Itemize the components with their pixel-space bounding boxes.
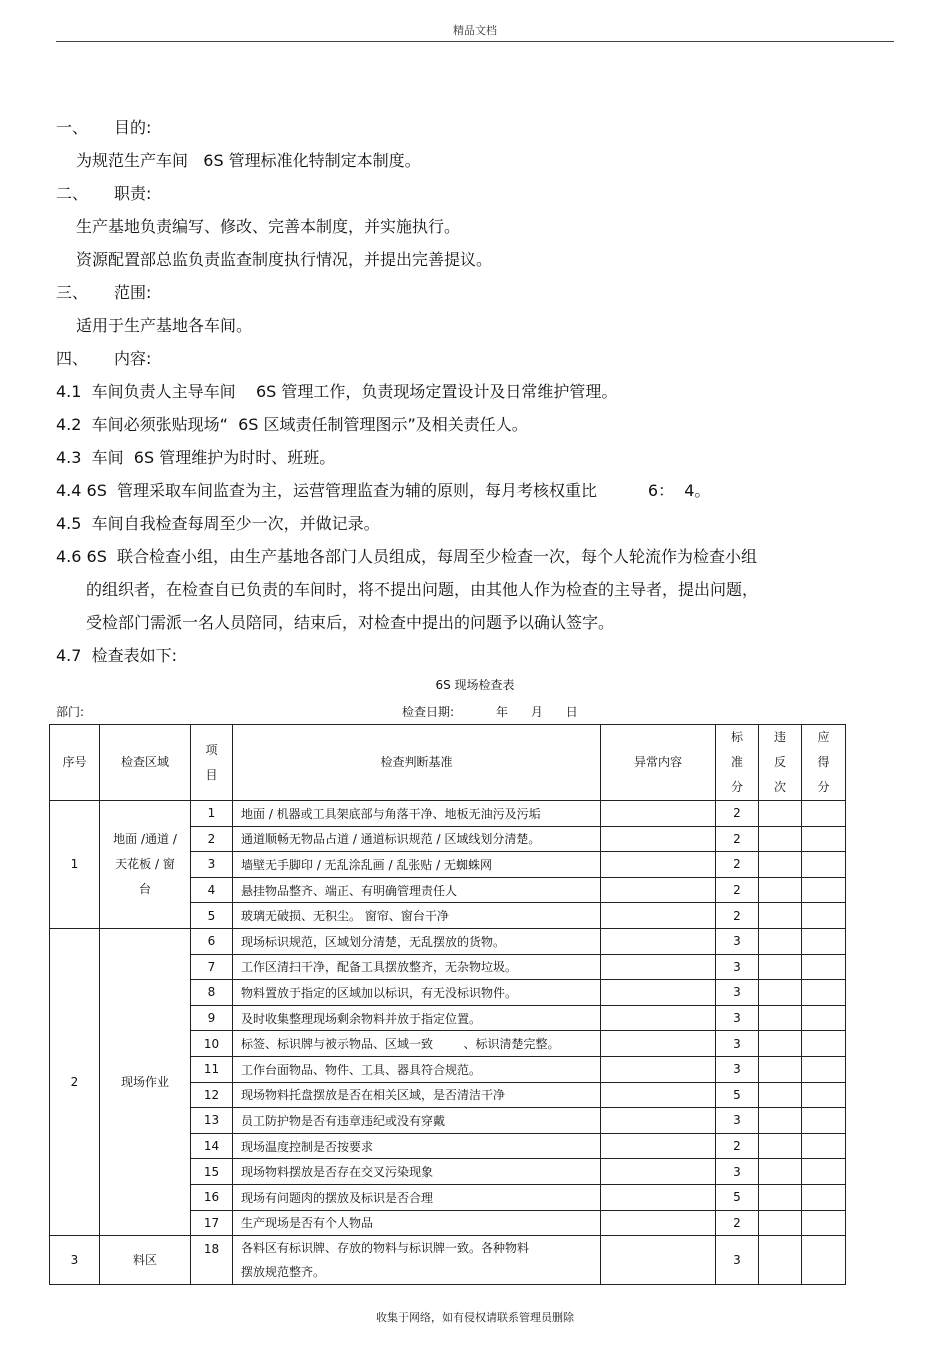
section-2-text-2: 资源配置部总监负责监查制度执行情况，并提出完善提议。: [76, 250, 493, 269]
header-item: [191, 725, 233, 801]
table-row: [50, 1236, 846, 1285]
standard-score-cell: 3: [716, 1005, 759, 1031]
earned-score-cell[interactable]: [802, 1184, 846, 1210]
violations-cell[interactable]: [759, 1184, 802, 1210]
abnormal-cell[interactable]: [601, 903, 716, 929]
clause-4-3: 4.3 车间 6S 管理维护为时时、班班。: [56, 448, 336, 467]
section-3-number: 三、: [56, 283, 89, 302]
header-std-line-1: 标: [730, 730, 743, 744]
criteria-cell: 及时收集整理现场剩余物料并放于指定位置。: [233, 1005, 601, 1031]
earned-score-cell[interactable]: [802, 1056, 846, 1082]
standard-score-cell: 3: [716, 1056, 759, 1082]
clause-4-4: 4.4 6S 管理采取车间监查为主，运营管理监查为辅的原则，每月考核权重比 6： 4。: [56, 481, 711, 500]
earned-score-cell[interactable]: [802, 801, 846, 827]
violations-cell[interactable]: [759, 1031, 802, 1057]
abnormal-cell[interactable]: [601, 1210, 716, 1236]
violations-cell[interactable]: [759, 1082, 802, 1108]
page-header-title: 精品文档: [453, 24, 497, 37]
abnormal-cell[interactable]: [601, 928, 716, 954]
item-number: 16: [191, 1184, 233, 1210]
earned-score-cell[interactable]: [802, 928, 846, 954]
earned-score-cell[interactable]: [802, 1082, 846, 1108]
table-row: [50, 928, 846, 954]
item-number: 8: [191, 980, 233, 1006]
header-standard-score: [716, 725, 759, 801]
clause-4-7: 4.7 检查表如下:: [56, 646, 178, 665]
item-number: 10: [191, 1031, 233, 1057]
earned-score-cell[interactable]: [802, 1005, 846, 1031]
abnormal-cell[interactable]: [601, 801, 716, 827]
inspection-table: [49, 724, 846, 1285]
earned-score-cell[interactable]: [802, 1210, 846, 1236]
table-row: [50, 801, 846, 827]
standard-score-cell: 2: [716, 1133, 759, 1159]
item-number: 9: [191, 1005, 233, 1031]
criteria-cell: 地面 / 机器或工具架底部与角落干净、地板无油污及污垢: [233, 801, 601, 827]
standard-score-cell: 3: [716, 928, 759, 954]
header-std-line-3: 分: [730, 780, 743, 794]
standard-score-cell: 2: [716, 801, 759, 827]
violations-cell[interactable]: [759, 1210, 802, 1236]
header-area: 检查区域: [100, 725, 191, 801]
item-number: 6: [191, 928, 233, 954]
violations-cell[interactable]: [759, 877, 802, 903]
table-title: 6S 现场检查表: [435, 678, 515, 692]
standard-score-cell: 2: [716, 852, 759, 878]
section-3-title: 范围:: [114, 283, 152, 302]
clause-4-6-line-1: 4.6 6S 联合检查小组，由生产基地各部门人员组成，每周至少检查一次，每个人轮流作为检查小组: [56, 547, 758, 566]
criteria-cell: 现场标识规范，区域划分清楚，无乱摆放的货物。: [233, 928, 601, 954]
area-line: 天花板 / 窗: [115, 856, 175, 871]
violations-cell[interactable]: [759, 852, 802, 878]
violations-cell[interactable]: [759, 928, 802, 954]
header-item-line-2: 目: [205, 767, 218, 782]
earned-score-cell[interactable]: [802, 1159, 846, 1185]
violations-cell[interactable]: [759, 1159, 802, 1185]
violations-cell[interactable]: [759, 1005, 802, 1031]
criteria-cell: 物料置放于指定的区域加以标识，有无没标识物件。: [233, 980, 601, 1006]
criteria-cell: 现场物料托盘摆放是否在相关区域，是否清洁干净: [233, 1082, 601, 1108]
group-seq: 2: [50, 928, 100, 1235]
standard-score-cell: 5: [716, 1184, 759, 1210]
clause-4-1: 4.1 车间负责人主导车间 6S 管理工作，负责现场定置设计及日常维护管理。: [56, 382, 618, 401]
earned-score-cell[interactable]: [802, 826, 846, 852]
section-4-title: 内容:: [114, 349, 152, 368]
group-seq: 1: [50, 801, 100, 929]
criteria-cell: 工作台面物品、物件、工具、器具符合规范。: [233, 1056, 601, 1082]
violations-cell[interactable]: [759, 980, 802, 1006]
abnormal-cell[interactable]: [601, 877, 716, 903]
section-1-heading: [56, 118, 151, 138]
item-number: 12: [191, 1082, 233, 1108]
section-4-heading: [56, 349, 151, 369]
criteria-cell: 标签、标识牌与被示物品、区域一致 、标识清楚完整。: [233, 1031, 601, 1057]
header-std-line-2: 准: [730, 755, 743, 769]
item-number: 2: [191, 826, 233, 852]
group-area: 料区: [100, 1236, 191, 1285]
criteria-line: 摆放规范整齐。: [241, 1265, 326, 1280]
earned-score-cell[interactable]: [802, 1236, 846, 1285]
section-3-heading: [56, 283, 151, 303]
header-seq: 序号: [50, 725, 100, 801]
clause-4-5: 4.5 车间自我检查每周至少一次，并做记录。: [56, 514, 380, 533]
criteria-cell: 现场物料摆放是否存在交叉污染现象: [233, 1159, 601, 1185]
header-score-line-2: 得: [817, 755, 830, 769]
criteria-cell: 现场有问题肉的摆放及标识是否合理: [233, 1184, 601, 1210]
item-number: 15: [191, 1159, 233, 1185]
header-vio-line-3: 次: [773, 780, 786, 794]
criteria-cell: 员工防护物是否有违章违纪或没有穿戴: [233, 1108, 601, 1134]
standard-score-cell: 3: [716, 1031, 759, 1057]
criteria-cell: 生产现场是否有个人物品: [233, 1210, 601, 1236]
inspection-date-label: 检查日期: 年 月 日: [402, 705, 578, 719]
abnormal-cell[interactable]: [601, 1108, 716, 1134]
section-1-number: 一、: [56, 118, 89, 137]
standard-score-cell: 2: [716, 903, 759, 929]
violations-cell[interactable]: [759, 1133, 802, 1159]
item-number: 18: [191, 1236, 233, 1285]
abnormal-cell[interactable]: [601, 1005, 716, 1031]
earned-score-cell[interactable]: [802, 980, 846, 1006]
section-1-title: 目的:: [114, 118, 152, 137]
area-line: 台: [138, 881, 151, 896]
violations-cell[interactable]: [759, 826, 802, 852]
earned-score-cell[interactable]: [802, 903, 846, 929]
earned-score-cell[interactable]: [802, 1108, 846, 1134]
header-violations: [759, 725, 802, 801]
item-number: 14: [191, 1133, 233, 1159]
standard-score-cell: 5: [716, 1082, 759, 1108]
section-2-heading: [56, 184, 151, 204]
item-number: 11: [191, 1056, 233, 1082]
clause-4-2: 4.2 车间必须张贴现场“ 6S 区域责任制管理图示”及相关责任人。: [56, 415, 528, 434]
header-vio-line-2: 反: [773, 755, 786, 769]
criteria-cell: [233, 1236, 601, 1285]
earned-score-cell[interactable]: [802, 954, 846, 980]
abnormal-cell[interactable]: [601, 826, 716, 852]
earned-score-cell[interactable]: [802, 877, 846, 903]
clause-4-6-line-3: 受检部门需派一名人员陪同，结束后，对检查中提出的问题予以确认签字。: [86, 613, 615, 632]
standard-score-cell: 3: [716, 1108, 759, 1134]
item-number: 17: [191, 1210, 233, 1236]
header-abnormal: 异常内容: [601, 725, 716, 801]
standard-score-cell: 3: [716, 1159, 759, 1185]
item-number: 1: [191, 801, 233, 827]
item-number: 5: [191, 903, 233, 929]
earned-score-cell[interactable]: [802, 1031, 846, 1057]
earned-score-cell[interactable]: [802, 852, 846, 878]
violations-cell[interactable]: [759, 801, 802, 827]
abnormal-cell[interactable]: [601, 1159, 716, 1185]
abnormal-cell[interactable]: [601, 1236, 716, 1285]
abnormal-cell[interactable]: [601, 852, 716, 878]
section-2-text-1: 生产基地负责编写、修改、完善本制度，并实施执行。: [76, 217, 461, 236]
violations-cell[interactable]: [759, 954, 802, 980]
abnormal-cell[interactable]: [601, 980, 716, 1006]
abnormal-cell[interactable]: [601, 1133, 716, 1159]
standard-score-cell: 2: [716, 826, 759, 852]
group-area: 现场作业: [100, 928, 191, 1235]
criteria-cell: 悬挂物品整齐、端正、有明确管理责任人: [233, 877, 601, 903]
section-3-text: 适用于生产基地各车间。: [76, 316, 253, 335]
abnormal-cell[interactable]: [601, 954, 716, 980]
header-criteria: 检查判断基准: [233, 725, 601, 801]
criteria-cell: 通道顺畅无物品占道 / 通道标识规范 / 区域线划分清楚。: [233, 826, 601, 852]
table-header-row: [50, 725, 846, 801]
violations-cell[interactable]: [759, 1236, 802, 1285]
item-number: 13: [191, 1108, 233, 1134]
abnormal-cell[interactable]: [601, 1184, 716, 1210]
section-2-number: 二、: [56, 184, 89, 203]
abnormal-cell[interactable]: [601, 1082, 716, 1108]
standard-score-cell: 3: [716, 980, 759, 1006]
criteria-cell: 墙壁无手脚印 / 无乱涂乱画 / 乱张贴 / 无蜘蛛网: [233, 852, 601, 878]
section-2-title: 职责:: [114, 184, 152, 203]
department-label: 部门:: [56, 705, 85, 719]
abnormal-cell[interactable]: [601, 1056, 716, 1082]
violations-cell[interactable]: [759, 1108, 802, 1134]
header-score-line-3: 分: [817, 780, 830, 794]
item-number: 3: [191, 852, 233, 878]
clause-4-6-line-2: 的组织者，在检查自已负责的车间时，将不提出问题，由其他人作为检查的主导者，提出问题，: [86, 580, 759, 599]
standard-score-cell: 3: [716, 1236, 759, 1285]
header-item-line-1: 项: [205, 742, 218, 757]
page-footer: 收集于网络，如有侵权请联系管理员删除: [376, 1311, 574, 1324]
criteria-line: 各料区有标识牌、存放的物料与标识牌一致。各种物料: [241, 1241, 530, 1256]
standard-score-cell: 3: [716, 954, 759, 980]
violations-cell[interactable]: [759, 903, 802, 929]
header-vio-line-1: 违: [773, 730, 786, 744]
standard-score-cell: 2: [716, 1210, 759, 1236]
criteria-cell: 玻璃无破损、无积尘。 窗帘、窗台干净: [233, 903, 601, 929]
section-1-text: 为规范生产车间 6S 管理标准化特制定本制度。: [76, 151, 421, 170]
abnormal-cell[interactable]: [601, 1031, 716, 1057]
section-4-number: 四、: [56, 349, 89, 368]
item-number: 4: [191, 877, 233, 903]
group-area: [100, 801, 191, 929]
criteria-cell: 工作区清扫干净，配备工具摆放整齐，无杂物垃圾。: [233, 954, 601, 980]
item-number: 7: [191, 954, 233, 980]
header-earned-score: [802, 725, 846, 801]
group-seq: 3: [50, 1236, 100, 1285]
criteria-cell: 现场温度控制是否按要求: [233, 1133, 601, 1159]
header-divider: [56, 41, 894, 42]
violations-cell[interactable]: [759, 1056, 802, 1082]
earned-score-cell[interactable]: [802, 1133, 846, 1159]
standard-score-cell: 2: [716, 877, 759, 903]
header-score-line-1: 应: [817, 730, 830, 744]
area-line: 地面 /通道 /: [113, 831, 177, 846]
